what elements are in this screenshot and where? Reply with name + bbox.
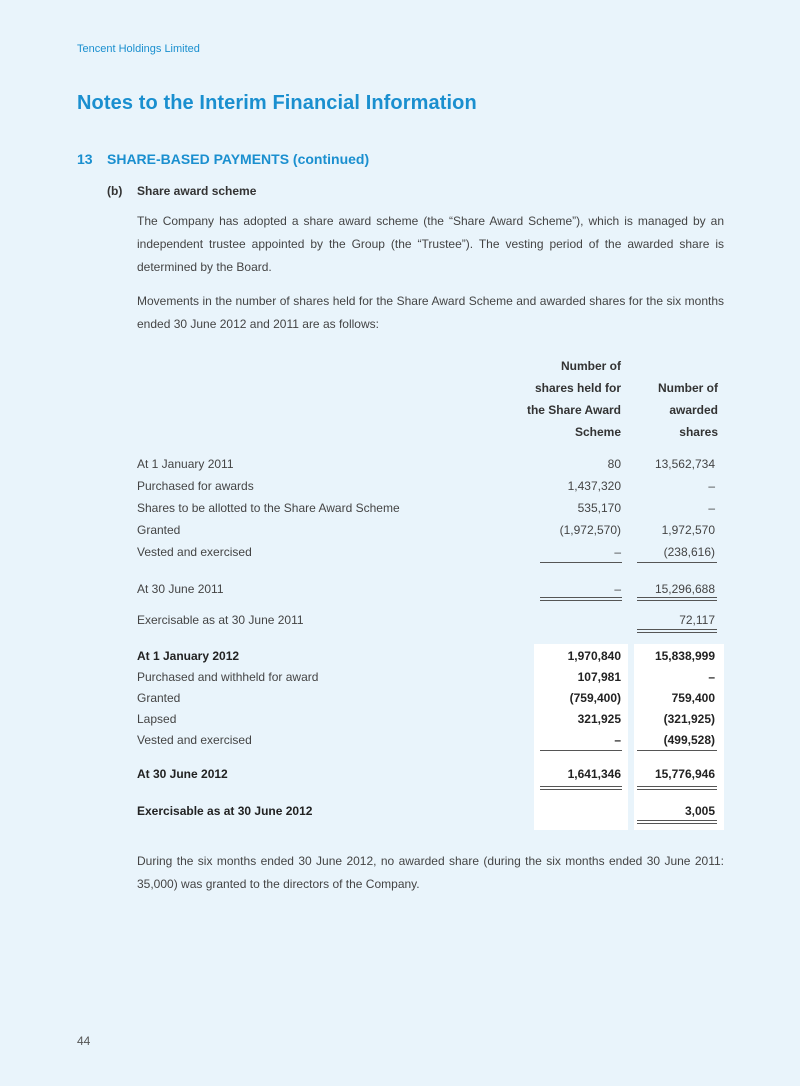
subsection-title: Share award scheme	[137, 184, 257, 198]
directors-paragraph: During the six months ended 30 June 2012, no awarded share (during the six months ended 30 June 2011: 35,000) was granted to the directors of the Company.	[137, 854, 724, 891]
intro-paragraph: The Company has adopted a share award scheme (the “Share Award Scheme”), which is managed by an independent trustee appointed by the Group (the “Trustee”). The vesting period of the awarded share is determined by the Board.	[137, 214, 724, 274]
column-header-line: shares	[679, 425, 718, 439]
row-label: At 1 January 2011	[137, 457, 234, 471]
row-value-awarded: (238,616)	[663, 545, 715, 559]
row-label: Vested and exercised	[137, 733, 252, 747]
table-row	[137, 687, 723, 709]
total-double-rule	[637, 597, 717, 601]
page-number: 44	[77, 1034, 91, 1048]
row-value-shares-held: 535,170	[577, 501, 621, 515]
row-label: Lapsed	[137, 712, 177, 726]
section-title: SHARE-BASED PAYMENTS (continued)	[107, 151, 370, 167]
row-value-awarded: 15,296,688	[654, 582, 715, 596]
row-value-awarded: 15,838,999	[654, 649, 715, 663]
row-value-awarded: 1,972,570	[661, 523, 715, 537]
row-value-shares-held: –	[614, 582, 621, 596]
total-double-rule	[637, 629, 717, 633]
column-header-line: Number of	[561, 359, 621, 373]
row-label: Purchased and withheld for award	[137, 670, 319, 684]
page-title: Notes to the Interim Financial Information	[77, 92, 477, 114]
column-header-line: Scheme	[574, 425, 621, 439]
row-value-awarded: 15,776,946	[654, 767, 715, 781]
row-value-shares-held: 1,970,840	[567, 649, 621, 663]
subsection-label: (b)	[107, 184, 123, 198]
row-label: At 30 June 2011	[137, 582, 224, 596]
subtotal-rule	[540, 562, 622, 563]
total-double-rule	[637, 820, 717, 824]
total-double-rule	[540, 597, 622, 601]
row-value-awarded: 759,400	[671, 691, 715, 705]
section-number: 13	[77, 151, 93, 167]
table-row	[137, 475, 723, 497]
row-value-awarded: –	[708, 479, 715, 493]
table-row	[137, 519, 723, 541]
subtotal-rule	[540, 750, 622, 751]
company-name: Tencent Holdings Limited	[77, 43, 200, 55]
row-value-shares-held: 1,641,346	[567, 767, 621, 781]
row-label: Exercisable as at 30 June 2011	[137, 613, 304, 627]
row-label: Purchased for awards	[137, 479, 254, 493]
table-row	[137, 609, 723, 631]
row-value-shares-held: –	[614, 733, 621, 747]
column-header-line: shares held for	[534, 381, 621, 395]
column-header-line: the Share Award	[526, 403, 621, 417]
row-label: Vested and exercised	[137, 545, 252, 559]
table-row	[137, 708, 723, 730]
subtotal-rule	[637, 750, 717, 751]
row-value-shares-held: 321,925	[577, 712, 621, 726]
row-label: At 30 June 2012	[137, 767, 228, 781]
row-value-awarded: (499,528)	[663, 733, 715, 747]
row-value-awarded: (321,925)	[663, 712, 715, 726]
table-row	[137, 497, 723, 519]
row-value-shares-held: (759,400)	[569, 691, 621, 705]
column-header-line: Number of	[658, 381, 718, 395]
table-row	[137, 578, 723, 600]
row-value-awarded: 72,117	[679, 613, 715, 627]
subtotal-rule	[637, 562, 717, 563]
table-row	[137, 666, 723, 688]
row-value-shares-held: (1,972,570)	[559, 523, 621, 537]
column-header-awarded-shares	[618, 377, 718, 443]
row-label: Granted	[137, 523, 181, 537]
row-value-shares-held: 107,981	[577, 670, 621, 684]
row-value-shares-held: 1,437,320	[567, 479, 621, 493]
row-value-shares-held: 80	[607, 457, 621, 471]
row-value-awarded: –	[708, 501, 715, 515]
table-row	[137, 453, 723, 475]
row-value-awarded: 13,562,734	[654, 457, 715, 471]
column-header-shares-held	[501, 355, 621, 443]
row-value-awarded: 3,005	[684, 804, 715, 818]
row-label: At 1 January 2012	[137, 649, 240, 663]
column-header-line: awarded	[669, 403, 718, 417]
movements-paragraph: Movements in the number of shares held for the Share Award Scheme and awarded shares for the six months ended 30 June 2012 and 2011 are as follows:	[137, 294, 724, 331]
table-row	[137, 541, 723, 563]
row-label: Granted	[137, 691, 181, 705]
row-value-shares-held: –	[614, 545, 621, 559]
table-row	[137, 645, 723, 667]
row-label: Exercisable as at 30 June 2012	[137, 804, 313, 818]
total-double-rule	[637, 786, 717, 790]
table-row	[137, 763, 723, 785]
row-label: Shares to be allotted to the Share Award Scheme	[137, 501, 400, 515]
table-row	[137, 800, 723, 822]
row-value-awarded: –	[708, 670, 715, 684]
table-row	[137, 729, 723, 751]
total-double-rule	[540, 786, 622, 790]
